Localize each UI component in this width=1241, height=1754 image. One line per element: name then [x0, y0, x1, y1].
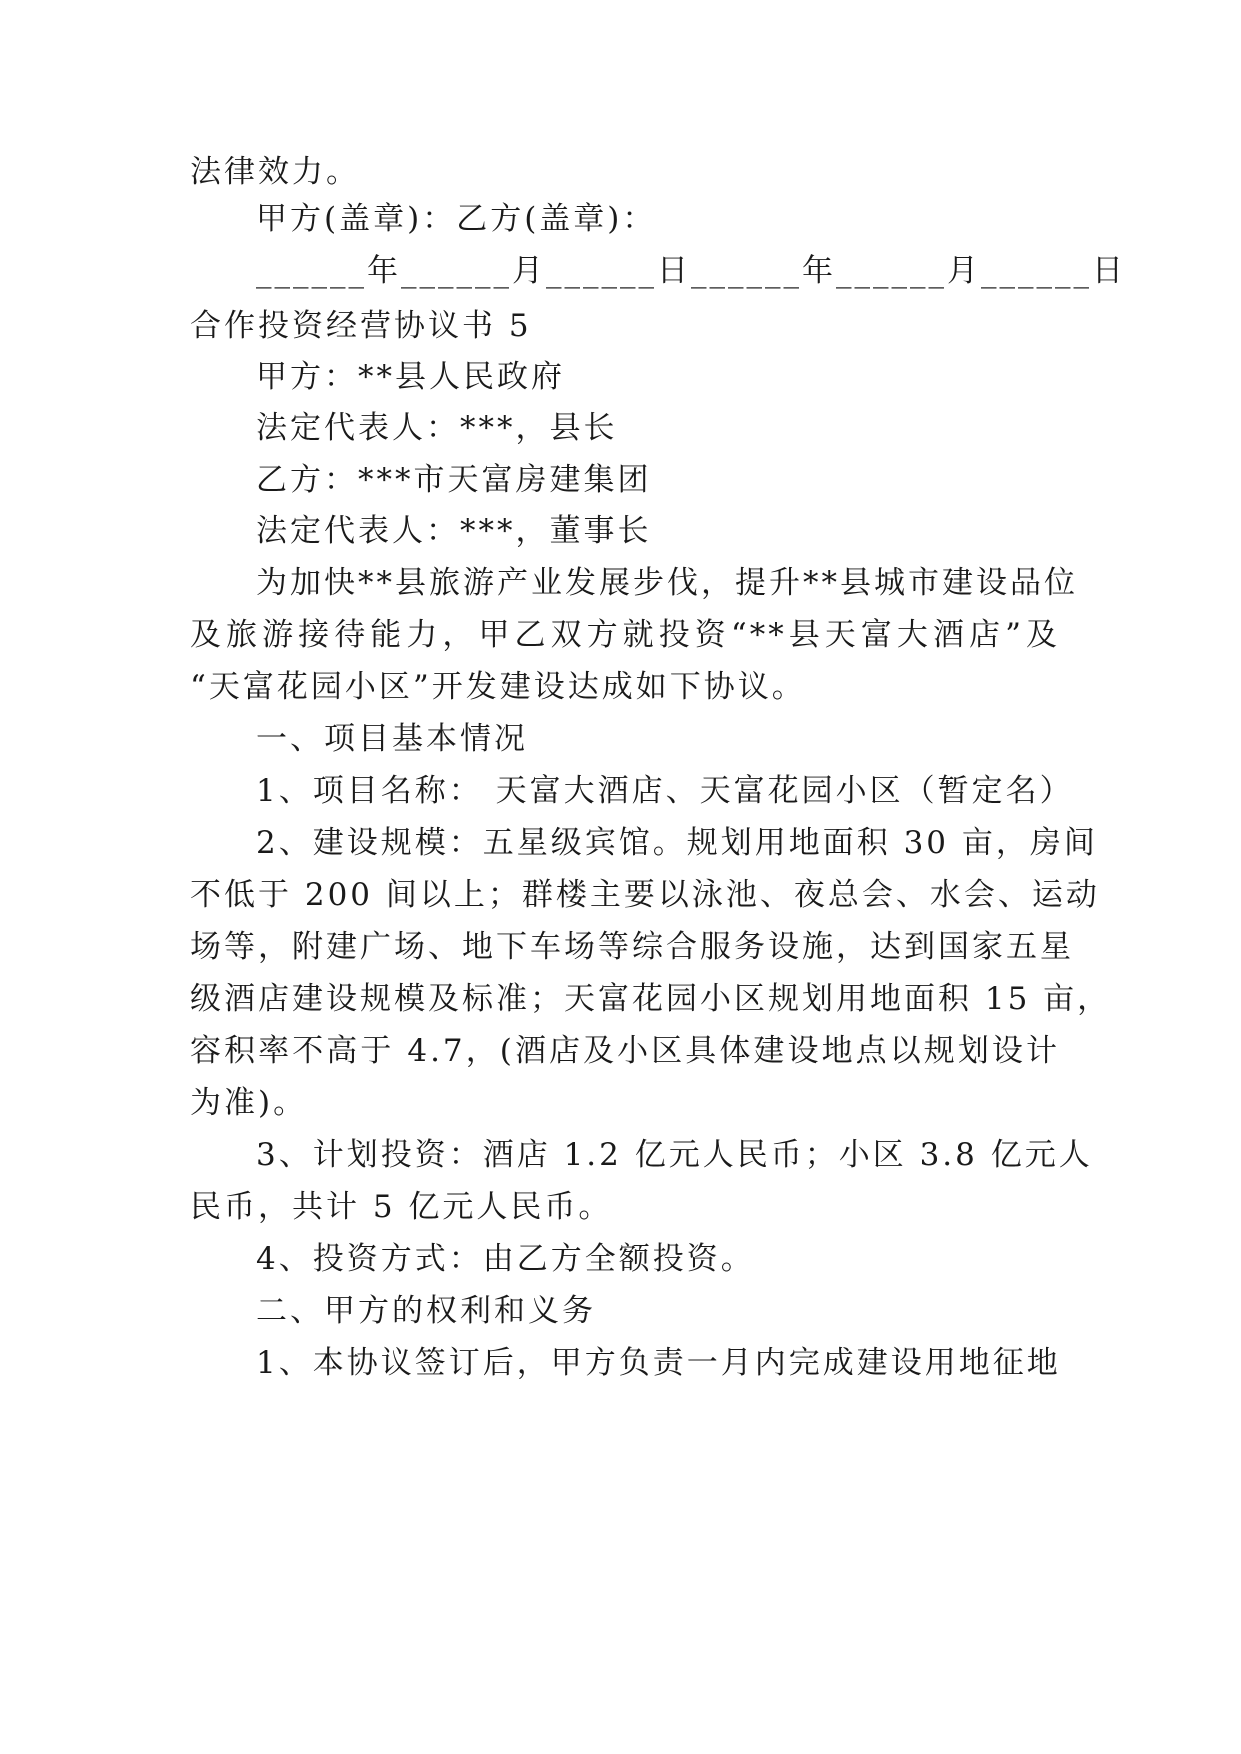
text-line: 2、建设规模：五星级宾馆。规划用地面积 30 亩，房间 — [256, 825, 1098, 861]
text-line: 及旅游接待能力，甲乙双方就投资“**县天富大酒店”及 — [190, 617, 1060, 653]
text-line: 民币，共计 5 亿元人民币。 — [190, 1189, 613, 1225]
text-line: 3、计划投资：酒店 1.2 亿元人民币；小区 3.8 亿元人 — [256, 1137, 1093, 1173]
text-line: 法定代表人：***，县长 — [256, 410, 618, 446]
text-line: 乙方：***市天富房建集团 — [256, 462, 652, 498]
text-line: 4、投资方式：由乙方全额投资。 — [256, 1241, 755, 1277]
text-line: 法定代表人：***，董事长 — [256, 513, 652, 549]
text-line: 场等，附建广场、地下车场等综合服务设施，达到国家五星 — [190, 929, 1074, 965]
text-line: “天富花园小区”开发建设达成如下协议。 — [190, 669, 806, 705]
text-line: 甲方：**县人民政府 — [256, 359, 565, 395]
text-line: 为加快**县旅游产业发展步伐，提升**县城市建设品位 — [256, 565, 1078, 601]
signature-date-line: ______年______月______日______年______月______日 — [256, 253, 1126, 289]
text-line: 容积率不高于 4.7，(酒店及小区具体建设地点以规划设计 — [190, 1033, 1060, 1069]
text-line: 法律效力。 — [190, 154, 360, 190]
text-line: 甲方(盖章)：乙方(盖章)： — [256, 201, 657, 237]
text-line: 1、本协议签订后，甲方负责一月内完成建设用地征地 — [256, 1345, 1061, 1381]
text-line: 一、项目基本情况 — [256, 721, 528, 757]
text-line: 为准)。 — [190, 1085, 308, 1121]
text-line: 不低于 200 间以上；群楼主要以泳池、夜总会、水会、运动 — [190, 877, 1100, 913]
text-line: 二、甲方的权利和义务 — [256, 1293, 596, 1329]
text-line: 1、项目名称： 天富大酒店、天富花园小区（暂定名） — [256, 773, 1074, 809]
section-heading: 合作投资经营协议书 5 — [190, 308, 532, 344]
text-line: 级酒店建设规模及标准；天富花园小区规划用地面积 15 亩， — [190, 981, 1112, 1017]
